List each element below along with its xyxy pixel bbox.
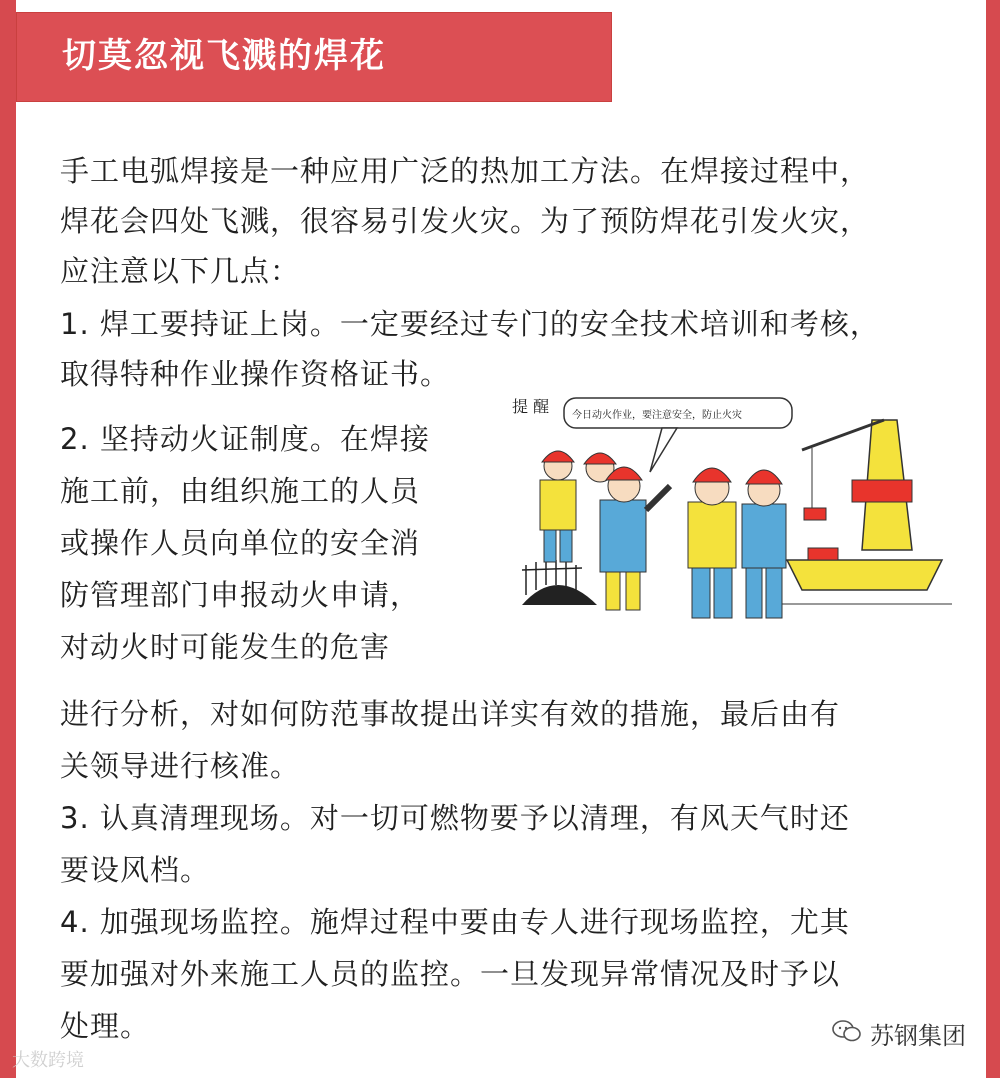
crane bbox=[802, 420, 912, 550]
worker-figure bbox=[600, 467, 670, 610]
illustration-side-label: 提 醒 bbox=[512, 397, 550, 416]
intro-line-2: 焊花会四处飞溅，很容易引发火灾。为了预防焊花引发火灾， bbox=[60, 204, 871, 238]
left-frame-border bbox=[0, 0, 16, 1078]
workers-illustration bbox=[512, 390, 952, 630]
item2-line-1: 2. 坚持动火证制度。在焊接 bbox=[60, 422, 430, 456]
right-frame-border bbox=[986, 0, 1000, 1078]
item4-line-2: 要加强对外来施工人员的监控。一旦发现异常情况及时予以 bbox=[60, 957, 841, 991]
intro-line-1: 手工电弧焊接是一种应用广泛的热加工方法。在焊接过程中， bbox=[60, 154, 871, 188]
speech-bubble-text: 今日动火作业，要注意安全，防止火灾 bbox=[572, 410, 742, 421]
worker-figure bbox=[742, 470, 786, 618]
worker-figure bbox=[688, 468, 736, 618]
item4-line-3: 处理。 bbox=[60, 1009, 151, 1043]
speech-bubble-tail bbox=[650, 428, 677, 472]
item1-line-2: 取得特种作业操作资格证书。 bbox=[60, 357, 451, 391]
ship bbox=[782, 548, 952, 604]
item2-line-5: 对动火时可能发生的危害 bbox=[60, 630, 391, 664]
item2-line-2: 施工前，由组织施工的人员 bbox=[60, 474, 421, 508]
item3-line-2: 要设风档。 bbox=[60, 853, 211, 887]
item4-line-1: 4. 加强现场监控。施焊过程中要由专人进行现场监控，尤其 bbox=[60, 905, 850, 939]
item2-cont-line-1: 进行分析，对如何防范事故提出详实有效的措施，最后由有 bbox=[60, 697, 841, 731]
page-title: 切莫忽视飞溅的焊花 bbox=[62, 36, 386, 76]
brand-name: 苏钢集团 bbox=[870, 1022, 966, 1050]
item2-cont-line-2: 关领导进行核准。 bbox=[60, 749, 301, 783]
item3-line-1: 3. 认真清理现场。对一切可燃物要予以清理，有风天气时还 bbox=[60, 801, 850, 835]
brand-signature bbox=[832, 1016, 966, 1051]
wechat-icon bbox=[832, 1019, 862, 1049]
item2-line-4: 防管理部门申报动火申请， bbox=[60, 578, 421, 612]
pit-shape bbox=[522, 585, 597, 605]
watermark: 大数跨境 bbox=[12, 1050, 84, 1071]
intro-line-3: 应注意以下几点： bbox=[60, 254, 301, 288]
title-banner bbox=[16, 12, 612, 102]
item1-line-1: 1. 焊工要持证上岗。一定要经过专门的安全技术培训和考核， bbox=[60, 307, 880, 341]
worker-figure bbox=[540, 451, 576, 562]
item2-line-3: 或操作人员向单位的安全消 bbox=[60, 526, 421, 560]
